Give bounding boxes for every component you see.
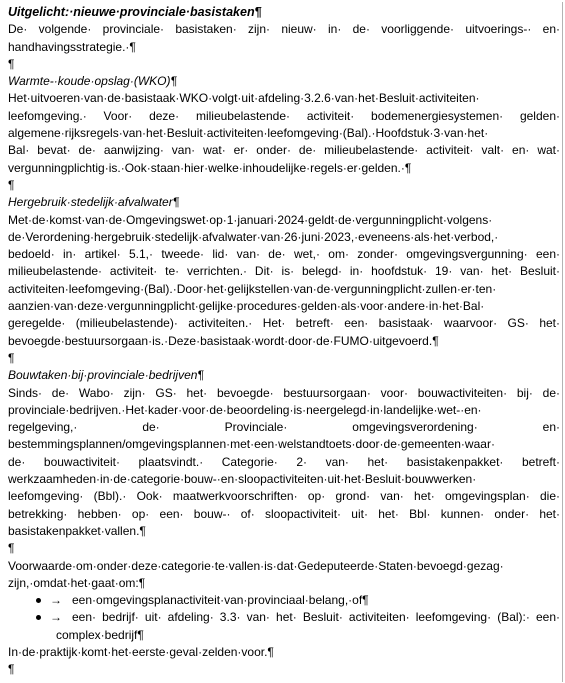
- empty-paragraph: ¶: [8, 56, 15, 71]
- text-line: De· volgende· provinciale· basistaken· zijn· nieuw· in· de· voorliggende· uitvoerings-· en·: [8, 22, 560, 37]
- empty-paragraph: ¶: [8, 350, 15, 365]
- text-line: handhavingsstrategie.·¶: [8, 39, 136, 54]
- text-line: bestemmingsplannen/omgevingsplannen·met·een·welstandtoets·door·de·gemeenten·waar·: [8, 437, 495, 452]
- text-line: Bal· bevat· de· aanwijzing· van· wat· er· onder· de· milieubelastende· activiteit· valt· en· wat·: [8, 143, 560, 158]
- empty-paragraph: ¶: [8, 177, 15, 192]
- empty-paragraph: ¶: [8, 541, 15, 556]
- text-line: leefomgeving.· Voor· deze· milieubelastende· activiteit· bodemenergiesystemen· gelden·: [8, 108, 560, 123]
- text-line: leefomgeving· (Bbl).· Ook· maatwerkvoorschriften· op· grond· van· het· omgevingsplan· die·: [8, 489, 560, 504]
- text-line: bevoegde·bestuursorgaan·is.·Deze·basistaak·wordt·door·de·FUMO·uitgevoerd.¶: [8, 333, 439, 348]
- section-heading: Warmte-·koude·opslag·(WKO)¶: [8, 74, 177, 89]
- bullet-text: een·omgevingsplanactiviteit·van·provinciaal·belang,·of¶: [72, 593, 369, 608]
- section-heading: Bouwtaken·bij·provinciale·bedrijven¶: [8, 368, 204, 383]
- text-line: basistakenpakket·vallen.¶: [8, 523, 146, 538]
- bullet-text: een· bedrijf· uit· afdeling· 3.3· van· het· Besluit· activiteiten· leefomgeving· (Bal):· een·: [72, 610, 560, 625]
- text-line: vergunningplichtig·is.·Ook·staan·hier·welke·inhoudelijke·regels·er·gelden.·¶: [8, 160, 412, 175]
- empty-paragraph: ¶: [8, 662, 15, 677]
- text-line: activiteiten·leefomgeving·(Bal).·Door·het·gelijkstellen·van·de·vergunningplicht·zullen·er·ten·: [8, 281, 497, 296]
- text-line: geregelde· (milieubelastende)· activiteiten.· Het· betreft· een· basistaak· waarvoor· GS· het·: [8, 316, 560, 331]
- text-line: aanzien·van·deze·vergunningplicht·gelijke·procedures·gelden·als·voor·andere·in·het·Bal·: [8, 299, 485, 314]
- text-line: Voorwaarde·om·onder·deze·categorie·te·vallen·is·dat·Gedeputeerde·Staten·bevoegd·gezag·: [8, 558, 504, 573]
- text-line: bedoeld· in· artikel· 5.1,· tweede· lid· van· de· wet,· om· zonder· omgevingsvergunning· een·: [8, 247, 560, 262]
- document-title: Uitgelicht:·nieuwe·provinciale·basistaken¶: [8, 5, 262, 19]
- document-page[interactable]: [8, 4, 560, 679]
- text-line: Sinds· de· Wabo· zijn· GS· het· bevoegde· bestuursorgaan· voor· bouwactiviteiten· bij· de·: [8, 385, 560, 400]
- bullet-list-item: [8, 609, 560, 626]
- tab-arrow-icon: →: [50, 593, 62, 608]
- tab-arrow-icon: →: [50, 610, 62, 625]
- text-line: de· bouwactiviteit· plaatsvindt.· Categorie· 2· van· het· basistakenpakket· betreft·: [8, 454, 560, 469]
- text-line: de·Verordening·hergebruik·stedelijk·afvalwater·van·26·juni·2023,·eveneens·als·het·verbod,·: [8, 229, 499, 244]
- text-line: Het·uitvoeren·van·de·basistaak·WKO·volgt·uit·afdeling·3.2.6·van·het·Besluit·activiteiten·: [8, 91, 480, 106]
- text-line: betrekking· hebben· op· een· bouw-· of· sloopactiviteit· uit· het· Bbl· kunnen· onder· het·: [8, 506, 560, 521]
- text-line: In·de·praktijk·komt·het·eerste·geval·zelden·voor.¶: [8, 644, 274, 659]
- section-heading: Hergebruik·stedelijk·afvalwater¶: [8, 195, 180, 210]
- text-line: Met·de·komst·van·de·Omgevingswet·op·1·januari·2024·geldt·de·vergunningplicht·volgens·: [8, 212, 493, 227]
- text-line: regelgeving,· de· Provinciale· omgevingsverordening· en·: [8, 420, 560, 435]
- text-line: provinciale·bedrijven.·Het·kader·voor·de·beoordeling·is·neergelegd·in·landelijke·wet-·en·: [8, 402, 482, 417]
- text-line: zijn,·omdat·het·gaat·om:¶: [8, 575, 146, 590]
- bullet-list-item: [8, 592, 560, 609]
- text-line: werkzaamheden·in·de·categorie·bouw-·en·sloopactiviteiten·uit·het·Besluit·bouwwerken·: [8, 472, 477, 487]
- bullet-continuation: complex·bedrijf¶: [56, 627, 144, 642]
- text-line: milieubelastende· activiteit· te· verrichten.· Dit· is· belegd· in· hoofdstuk· 19· van· het· Besluit·: [8, 264, 560, 279]
- text-line: algemene·rijksregels·van·het·Besluit·activiteiten·leefomgeving·(Bal).·Hoofdstuk·3·van·het·: [8, 126, 489, 141]
